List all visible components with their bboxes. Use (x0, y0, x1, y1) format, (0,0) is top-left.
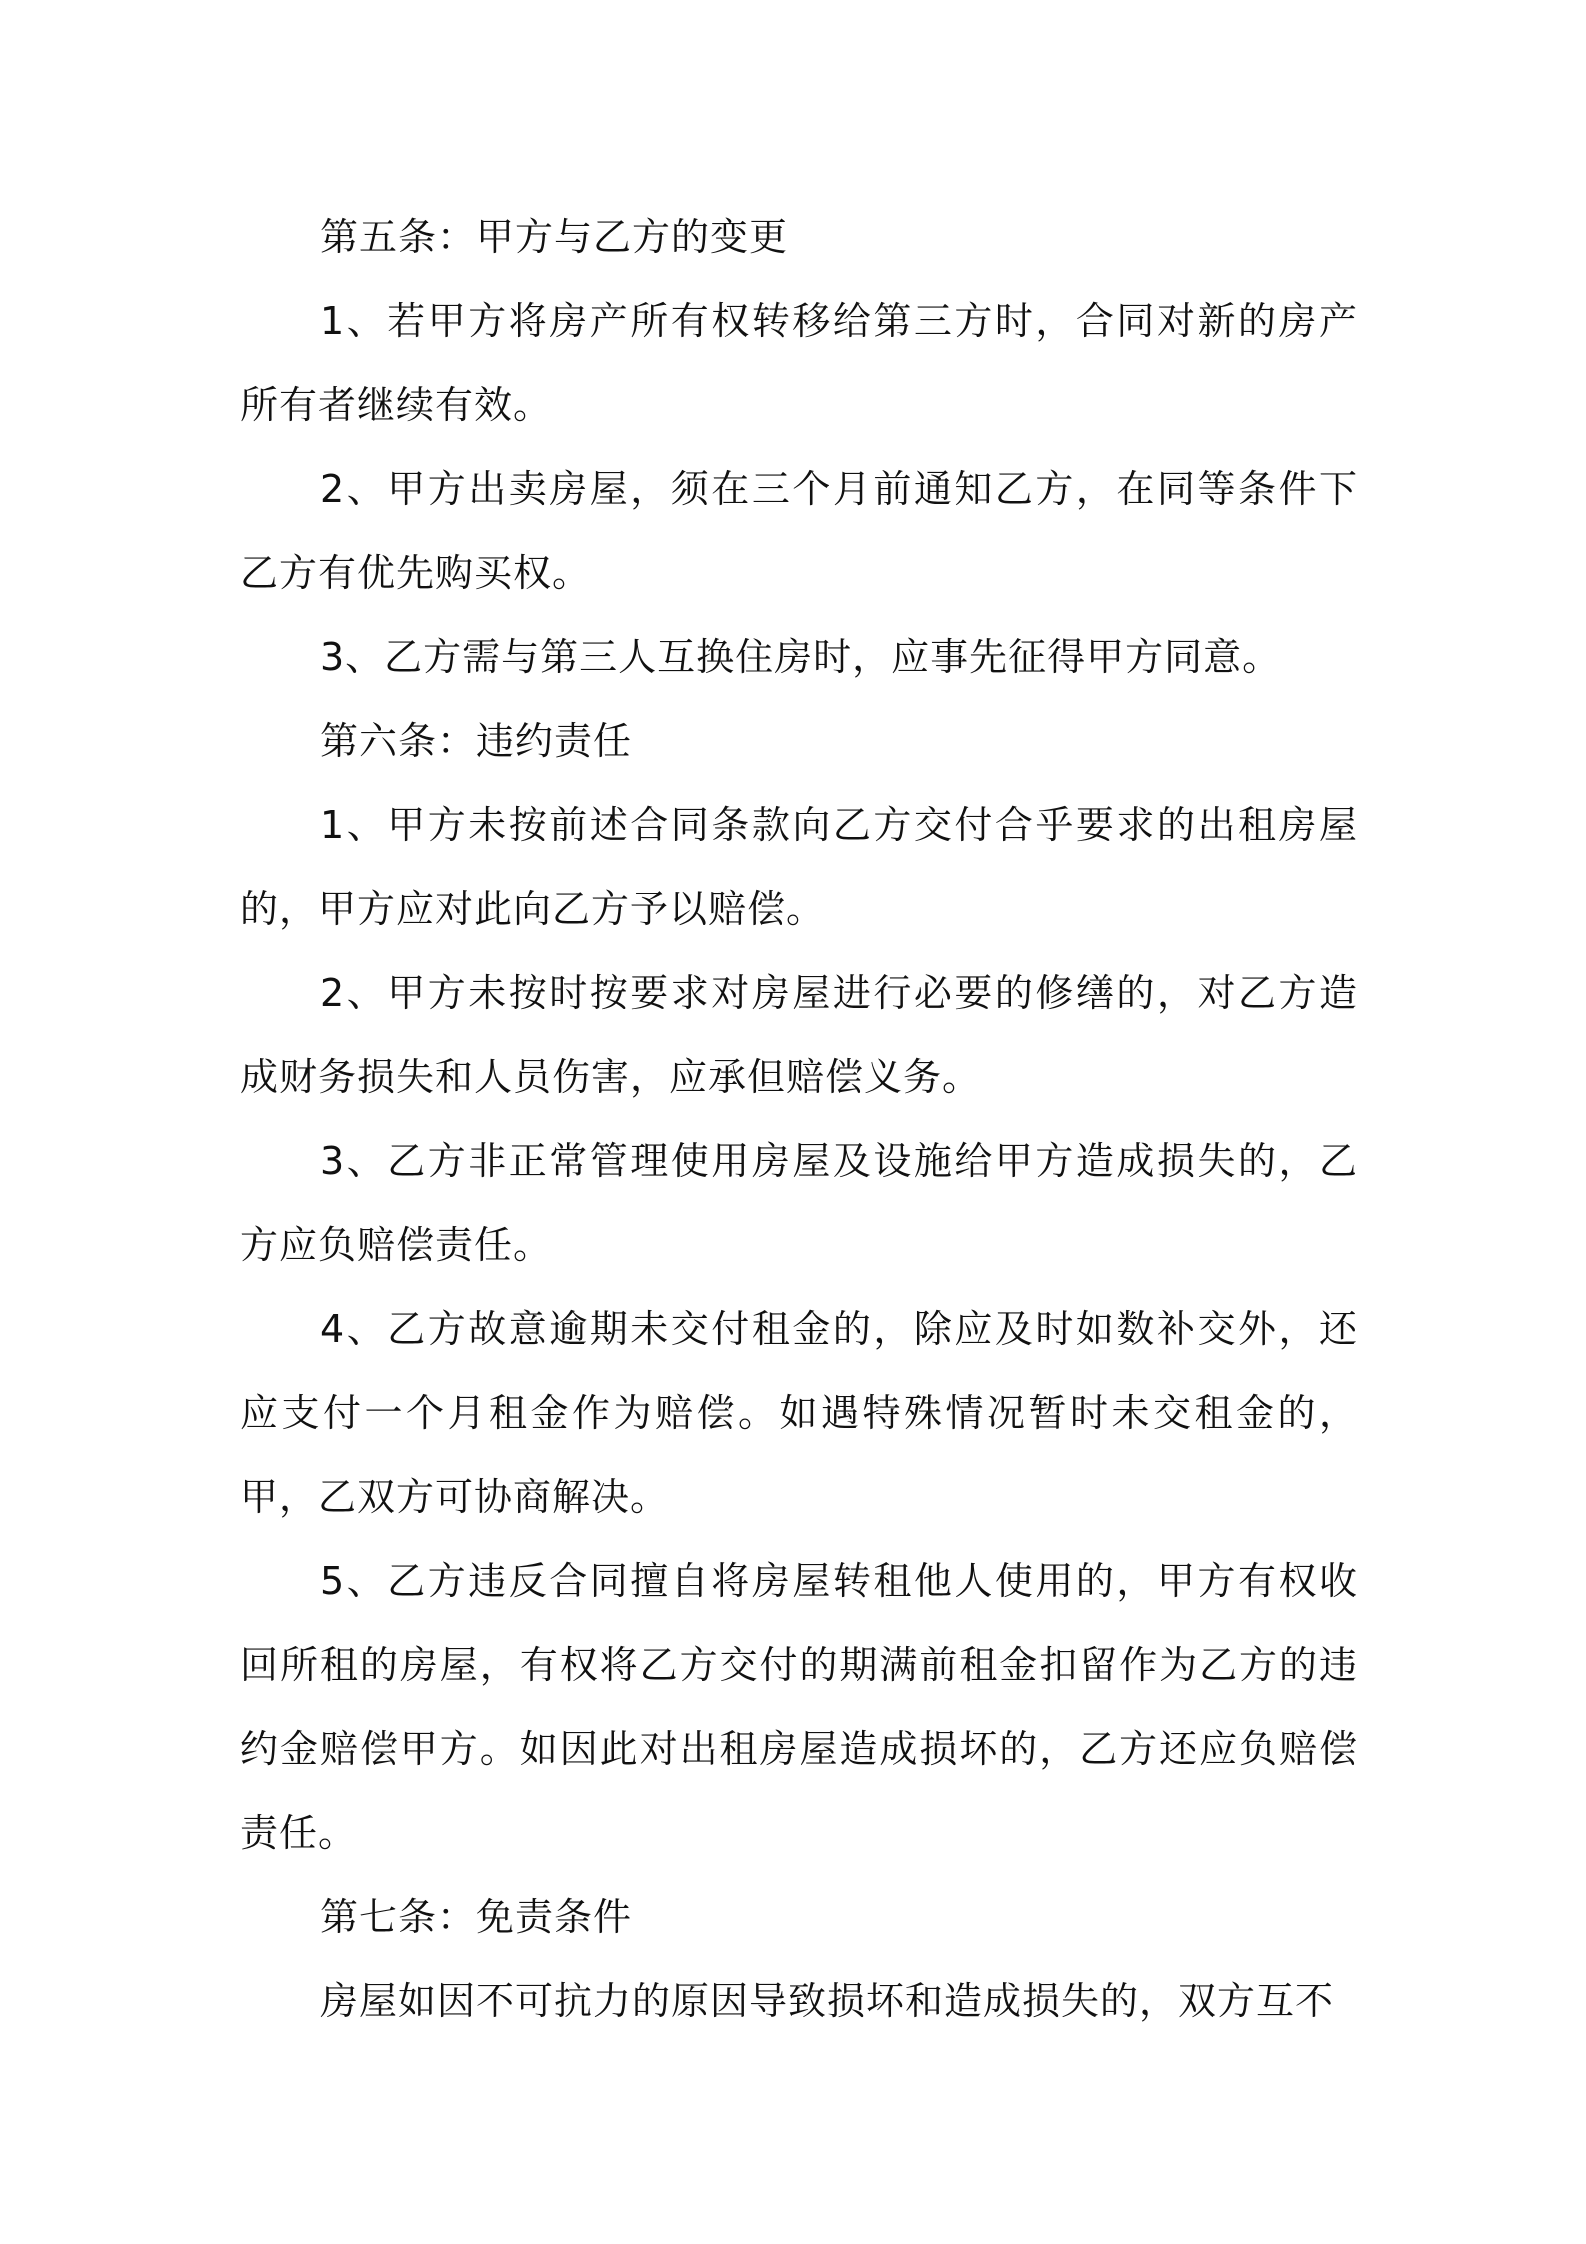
document-body (240, 195, 1358, 2043)
section-6-clause-3: 3、乙方非正常管理使用房屋及设施给甲方造成损失的，乙方应负赔偿责任。 (240, 1139, 1358, 1267)
section-6-clause-1: 1、甲方未按前述合同条款向乙方交付合乎要求的出租房屋的，甲方应对此向乙方予以赔偿。 (240, 803, 1358, 931)
section-6-heading: 第六条：违约责任 (320, 719, 633, 763)
section-6-clause-4: 4、乙方故意逾期未交付租金的，除应及时如数补交外，还应支付一个月租金作为赔偿。如遇特殊情况暂时未交租金的，甲，乙双方可协商解决。 (240, 1307, 1358, 1519)
section-5-heading: 第五条：甲方与乙方的变更 (320, 215, 789, 259)
section-7-heading: 第七条：免责条件 (320, 1895, 633, 1939)
section-5-clause-1: 1、若甲方将房产所有权转移给第三方时，合同对新的房产所有者继续有效。 (240, 299, 1358, 427)
section-5-clause-3: 3、乙方需与第三人互换住房时，应事先征得甲方同意。 (320, 635, 1282, 679)
section-6-clause-2: 2、甲方未按时按要求对房屋进行必要的修缮的，对乙方造成财务损失和人员伤害，应承但赔偿义务。 (240, 971, 1358, 1099)
section-7-clause-1: 房屋如因不可抗力的原因导致损坏和造成损失的，双方互不 (320, 1979, 1335, 2023)
section-5-clause-2: 2、甲方出卖房屋，须在三个月前通知乙方，在同等条件下乙方有优先购买权。 (240, 467, 1358, 595)
section-6-clause-5: 5、乙方违反合同擅自将房屋转租他人使用的，甲方有权收回所租的房屋，有权将乙方交付的期满前租金扣留作为乙方的违约金赔偿甲方。如因此对出租房屋造成损坏的，乙方还应负赔偿责任。 (240, 1559, 1358, 1855)
